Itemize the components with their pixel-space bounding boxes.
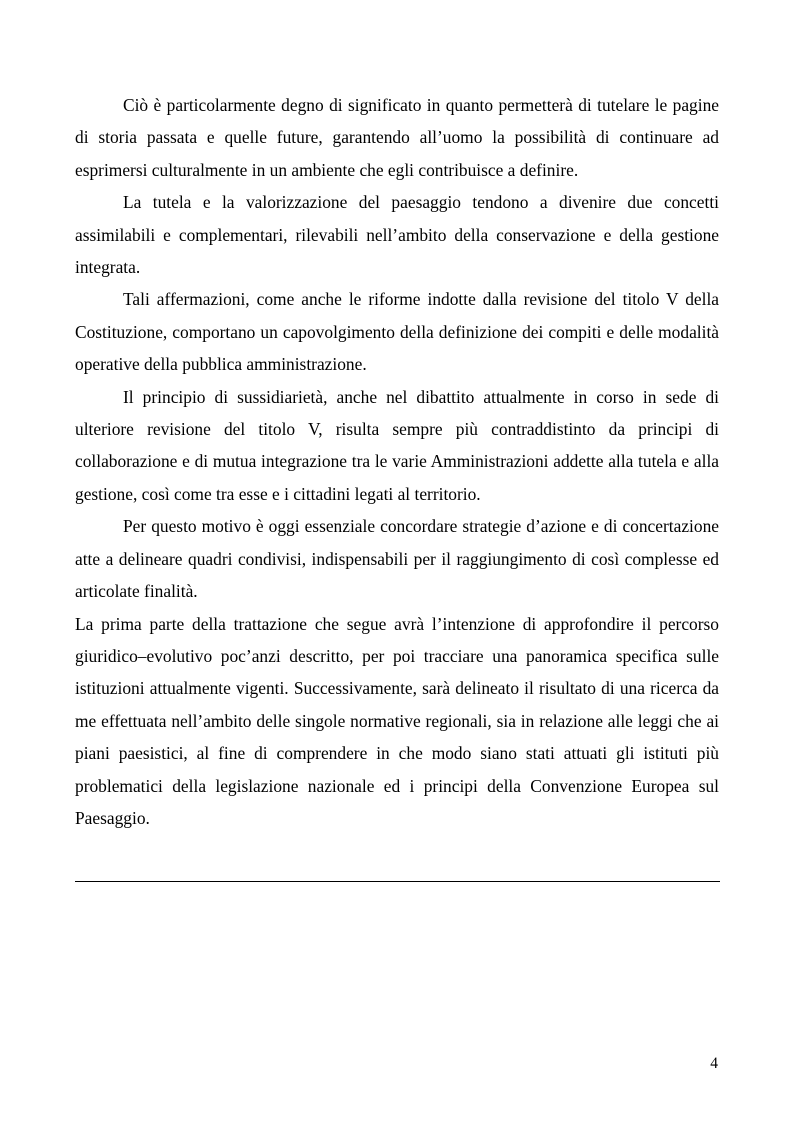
footer-divider [75, 881, 720, 882]
paragraph-3: Tali affermazioni, come anche le riforme indotte dalla revisione del titolo V della Costituzione, comportano un capovolgimento della definizione dei compiti e delle modalità operative della pubblica amministrazione. [75, 289, 719, 375]
body-text [75, 89, 719, 834]
paragraph-5: Per questo motivo è oggi essenziale concordare strategie d’azione e di concertazione atte a delineare quadri condivisi, indispensabili per il raggiungimento di così complesse ed articolate finalità. [75, 516, 719, 602]
paragraph-4: Il principio di sussidiarietà, anche nel dibattito attualmente in corso in sede di ulteriore revisione del titolo V, risulta sempre più contraddistinto da principi di collaborazione e di mutua integrazione tra le varie Amministrazioni addette alla tutela e alla gestione, così come tra esse e i cittadini legati al territorio. [75, 386, 719, 504]
paragraph-1: Ciò è particolarmente degno di significato in quanto permetterà di tutelare le pagine di storia passata e quelle future, garantendo all’uomo la possibilità di continuare ad esprimersi culturalmente in un ambiente che egli contribuisce a definire. [75, 95, 719, 180]
paragraph-2: La tutela e la valorizzazione del paesaggio tendono a divenire due concetti assimilabili e complementari, rilevabili nell’ambito della conservazione e della gestione integrata. [75, 192, 719, 278]
page-number: 4 [710, 1055, 718, 1072]
paragraph-6: La prima parte della trattazione che segue avrà l’intenzione di approfondire il percorso giuridico–evolutivo poc’anzi descritto, per poi tracciare una panoramica specifica sulle istituzioni attualmente vigenti. Successivamente, sarà delineato il risultato di una ricerca da me effettuata nell’ambito delle singole normative regionali, sia in relazione alle leggi che ai piani paesistici, al fine di comprendere in che modo siano stati attuati gli istituti più problematici della legislazione nazionale ed i principi della Convenzione Europea sul Paesaggio. [75, 613, 719, 828]
